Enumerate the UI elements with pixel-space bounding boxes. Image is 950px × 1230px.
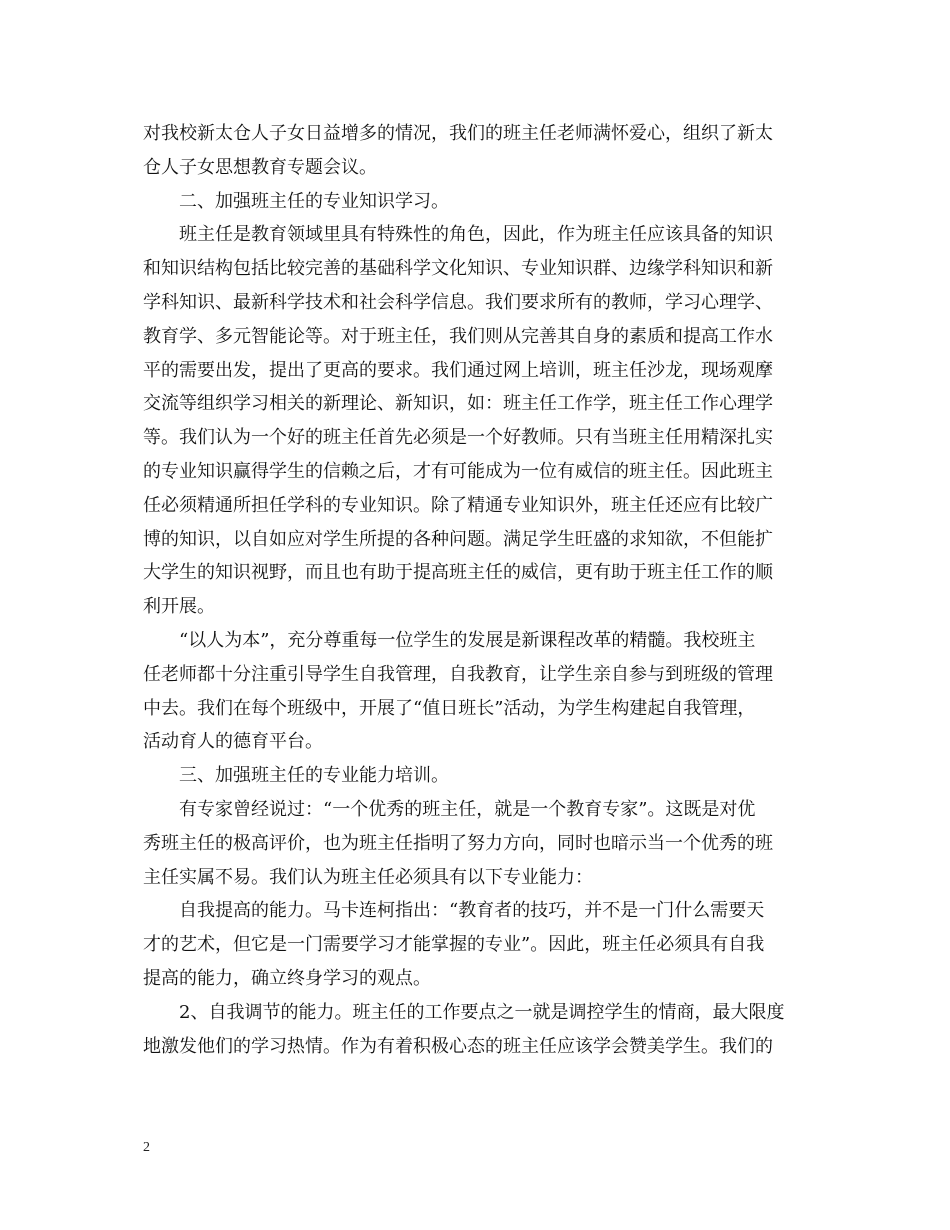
document-body: [143, 117, 808, 1063]
paragraph-7: [143, 894, 808, 995]
text-line: 平的需要出发，提出了更高的要求。我们通过网上培训，班主任沙龙，现场观摩: [143, 359, 773, 381]
text-line: 地激发他们的学习热情。作为有着积极心态的班主任应该学会赞美学生。我们的: [143, 1035, 773, 1057]
text-line: 学科知识、最新科学技术和社会科学信息。我们要求所有的教师，学习心理学、: [143, 291, 773, 313]
paragraph-3: [143, 218, 808, 624]
section-heading-2: [143, 185, 808, 219]
text-line: 的专业知识赢得学生的信赖之后，才有可能成为一位有威信的班主任。因此班主: [143, 460, 773, 482]
text-line: 对我校新太仓人子女日益增多的情况，我们的班主任老师满怀爱心，组织了新太: [143, 123, 773, 144]
text-line: 交流等组织学习相关的新理论、新知识，如：班主任工作学，班主任工作心理学: [143, 393, 773, 415]
text-line: 教育学、多元智能论等。对于班主任，我们则从完善其自身的素质和提高工作水: [143, 325, 773, 347]
page-number: 2: [143, 1140, 150, 1155]
paragraph-8: [143, 996, 808, 1064]
text-line: 博的知识，以自如应对学生所提的各种问题。满足学生旺盛的求知欲，不但能扩: [143, 528, 773, 550]
text-line: 班主任是教育领域里具有特殊性的角色，因此，作为班主任应该具备的知识: [179, 224, 773, 246]
text-line: 秀班主任的极高评价，也为班主任指明了努力方向，同时也暗示当一个优秀的班: [143, 832, 773, 854]
text-line: 等。我们认为一个好的班主任首先必须是一个好教师。只有当班主任用精深扎实: [143, 427, 773, 449]
text-line: 有专家曾经说过：“一个优秀的班主任，就是一个教育专家”。这既是对优: [179, 798, 756, 820]
text-line: 二、加强班主任的专业知识学习。: [179, 190, 449, 212]
paragraph-1: [143, 117, 808, 185]
text-line: 才的艺术，但它是一门需要学习才能掌握的专业”。因此，班主任必须具有自我: [143, 934, 765, 956]
section-heading-3: [143, 759, 808, 793]
text-line: 活动育人的德育平台。: [143, 731, 323, 753]
text-line: 任老师都十分注重引导学生自我管理，自我教育，让学生亲自参与到班级的管理: [143, 663, 773, 685]
text-line: 2、自我调节的能力。班主任的工作要点之一就是调控学生的情商，最大限度: [179, 1001, 785, 1023]
text-line: 大学生的知识视野，而且也有助于提高班主任的威信，更有助于班主任工作的顺: [143, 562, 773, 584]
text-line: 利开展。: [143, 596, 215, 618]
text-line: “以人为本”，充分尊重每一位学生的发展是新课程改革的精髓。我校班主: [179, 629, 756, 651]
text-line: 中去。我们在每个班级中，开展了“值日班长”活动，为学生构建起自我管理，: [143, 697, 756, 719]
text-line: 和知识结构包括比较完善的基础科学文化知识、专业知识群、边缘学科知识和新: [143, 258, 773, 280]
text-line: 主任实属不易。我们认为班主任必须具有以下专业能力：: [143, 866, 593, 888]
text-line: 提高的能力，确立终身学习的观点。: [143, 967, 431, 989]
paragraph-4: [143, 624, 808, 759]
text-line: 自我提高的能力。马卡连柯指出：“教育者的技巧，并不是一门什么需要天: [179, 900, 765, 922]
paragraph-6: [143, 793, 808, 894]
text-line: 任必须精通所担任学科的专业知识。除了精通专业知识外，班主任还应有比较广: [143, 494, 773, 516]
text-line: 三、加强班主任的专业能力培训。: [179, 765, 449, 787]
text-line: 仓人子女思想教育专题会议。: [143, 156, 377, 178]
